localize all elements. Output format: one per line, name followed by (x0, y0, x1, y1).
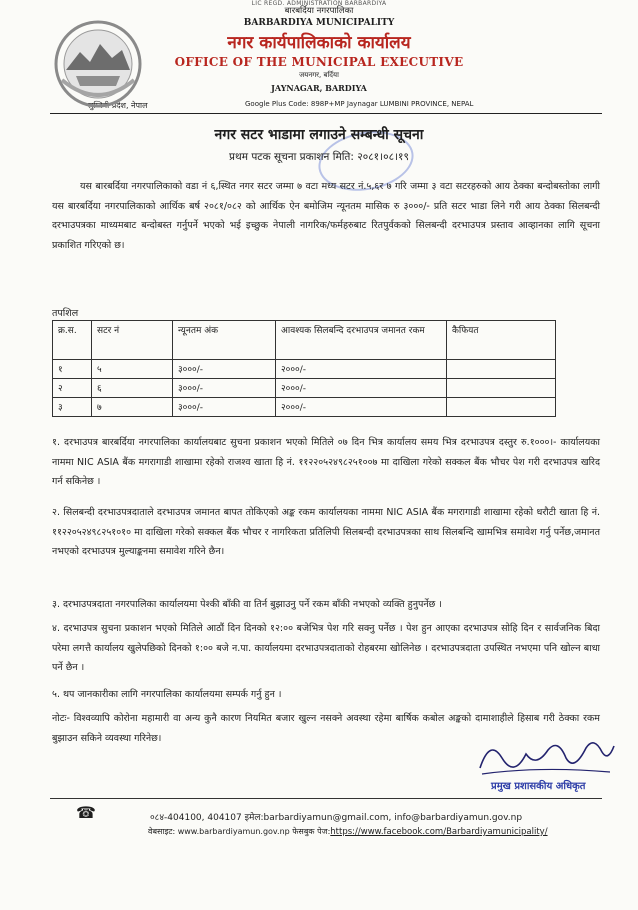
letterhead-title-np: नगर कार्यपालिकाको कार्यालय (227, 33, 411, 53)
footer-website-label: वेबसाइट: www.barbardiyamun.gov.np फेसबुक पेज: (148, 827, 331, 836)
notice-note: नोटः- विश्वव्यापि कोरोना महामारी वा अन्य कुनै कारण नियमित बजार खुल्न नसक्ने अवस्था रहेमा बार्षिक कबोल अङ्कको दामाशाहीले हिसाब गरी ठेक्का रकम बुझाउन सकिने व्यवस्था गरिनेछ। (52, 713, 600, 744)
table-cell: ७ (92, 398, 173, 417)
table-cell (447, 379, 556, 398)
table-cell: २ (53, 379, 92, 398)
letterhead-municipality-en: BARBARDIYA MUNICIPALITY (243, 18, 395, 28)
letterhead-address-en: JAYNAGAR, BARDIYA (271, 83, 367, 93)
table-row (53, 360, 556, 379)
shutter-table (52, 320, 556, 417)
condition-4: ४. दरभाउपत्र सुचना प्रकाशन भएको मितिले आठौं दिन दिनको १२:०० बजेभित्र पेश गरि सक्नु पर्नेछ । पेश हुन आएका दरभाउपत्र सोहि दिन र सार्वजनिक बिदा परेमा लगत्तै कार्यालय खुलेपछिको दिनको १:०० बजे न.पा. कार्यालयमा दरभाउपत्रदाताको रोहबरमा खोलिनेछ । दरभाउपत्रदाता उपस्थित नभएमा पनि खोल्न बाधा पर्ने छैन । (52, 623, 600, 673)
table-cell: ३०००/- (173, 360, 276, 379)
letterhead-title-en: OFFICE OF THE MUNICIPAL EXECUTIVE (174, 55, 464, 69)
table-header-cell: सटर नं (92, 321, 173, 360)
letterhead-divider (50, 113, 602, 114)
letterhead-office-np: बारबर्दिया नगरपालिका (284, 6, 354, 16)
table-cell: २०००/- (276, 360, 447, 379)
table-cell: २०००/- (276, 379, 447, 398)
table-cell (447, 360, 556, 379)
letterhead-top-line: LIC REGD. ADMINISTRATION BARBARDIYA (251, 0, 387, 7)
table-cell: ३०००/- (173, 379, 276, 398)
table-header-cell: क्र.स. (53, 321, 92, 360)
phone-icon: ☎ (76, 803, 96, 822)
table-cell: ३०००/- (173, 398, 276, 417)
table-cell (447, 398, 556, 417)
footer-divider (50, 798, 602, 799)
footer-web (148, 826, 548, 837)
table-cell: २०००/- (276, 398, 447, 417)
table-row (53, 379, 556, 398)
table-cell: ६ (92, 379, 173, 398)
table-cell: ५ (92, 360, 173, 379)
signatory-title: प्रमुख प्रशासकीय अधिकृत (491, 781, 586, 792)
letterhead-province: लुम्बिनी प्रदेश, नेपाल (88, 101, 148, 110)
condition-2: २. सिलबन्दी दरभाउपत्रदाताले दरभाउपत्र जमानत बापत तोकिएको अङ्क रकम कार्यालयका नाममा NIC ASIA बैंक मगरागाडी शाखामा रहेको धरौटी खाता हि नं. ११२२०५२४९८२५१०१० मा दाखिला गरेको सक्कल बैंक भौचर र नागरिकता प्रतिलिपी सिलबन्दी दरभाउपत्रका साथ सिलबन्दि खामभित्र समावेश गर्नु पर्नेछ,जमानत नभएको दरभाउपत्र मुल्याङ्कनमा समावेश गरिने छैन। (52, 507, 600, 557)
facebook-link[interactable]: https://www.facebook.com/Barbardiyamunicipality/ (330, 827, 548, 837)
letterhead-plus-code: Google Plus Code: 898P+MP Jaynagar LUMBINI PROVINCE, NEPAL (245, 100, 474, 108)
table-row (53, 398, 556, 417)
notice-subject: नगर सटर भाडामा लगाउने सम्बन्धी सूचना (214, 127, 424, 143)
table-cell: ३ (53, 398, 92, 417)
letterhead-address-np: जयनगर, बर्दिया (299, 71, 339, 79)
notice-published-date: प्रथम पटक सूचना प्रकाशन मिति: २०८१।०८।१९ (229, 151, 409, 163)
condition-1: १. दरभाउपत्र बारबर्दिया नगरपालिका कार्यालयबाट सुचना प्रकाशन भएको मितिले ०७ दिन भित्र कार्यालय समय भित्र दरभाउपत्र दस्तुर रु.१०००।- कार्यालयका नाममा NIC ASIA बैंक मगरागाडी शाखामा रहेको राजश्व खाता हि नं. ११२२०५२४९८२५१००७ मा दाखिला गरेको सक्कल बैंक भौचर पेश गरी दरभाउपत्र खरिद गर्न सकिनेछ । (52, 437, 600, 487)
table-header-cell: आवश्यक सिलबन्दि दरभाउपत्र जमानत रकम (276, 321, 447, 360)
table-cell: १ (53, 360, 92, 379)
footer-contact: ०८४-404100, 404107 इमेल:barbardiyamun@gmail.com, info@barbardiyamun.gov.np (150, 813, 523, 823)
table-caption: तपशिल (52, 308, 79, 319)
government-emblem-icon (52, 18, 144, 110)
table-header-cell: न्यूनतम अंक (173, 321, 276, 360)
table-header-row (53, 321, 556, 360)
condition-3: ३. दरभाउपत्रदाता नगरपालिका कार्यालयमा पेश्की बाँकी वा तिर्न बुझाउनु पर्ने रकम बाँकी नभएको व्यक्ति हुनुपर्नेछ । (52, 599, 442, 610)
notice-intro-paragraph: यस बारबर्दिया नगरपालिकाको वडा नं ६,स्थित नगर सटर जम्मा ७ वटा मध्य सटर नं.५,६र ७ गरि जम्मा ३ वटा सटरहरुको आय ठेक्का बन्दोबस्तोका लागी यस बारबर्दिया नगरपालिकाको आर्थिक बर्ष २०८१/०८२ को आर्थिक ऐन बमोजिम न्यूनतम मासिक रु ३०००/- प्रति सटर भाडा लिने गरी आय ठेक्का सिलबन्दी दरभाउपत्रका माध्यमबाट बन्दोबस्त गर्नुपर्ने भएको भई इच्छुक नेपाली नागरिक/फर्महरुबाट रितपुर्वकको सिलबन्दी दरभाउपत्र प्रस्ताव आव्हानका लागि सूचना प्रकाशित गरिएको छ। (52, 181, 600, 251)
condition-5: ५. थप जानकारीका लागि नगरपालिका कार्यालयमा सम्पर्क गर्नु हुन । (52, 689, 282, 700)
table-header-cell: कैफियत (447, 321, 556, 360)
